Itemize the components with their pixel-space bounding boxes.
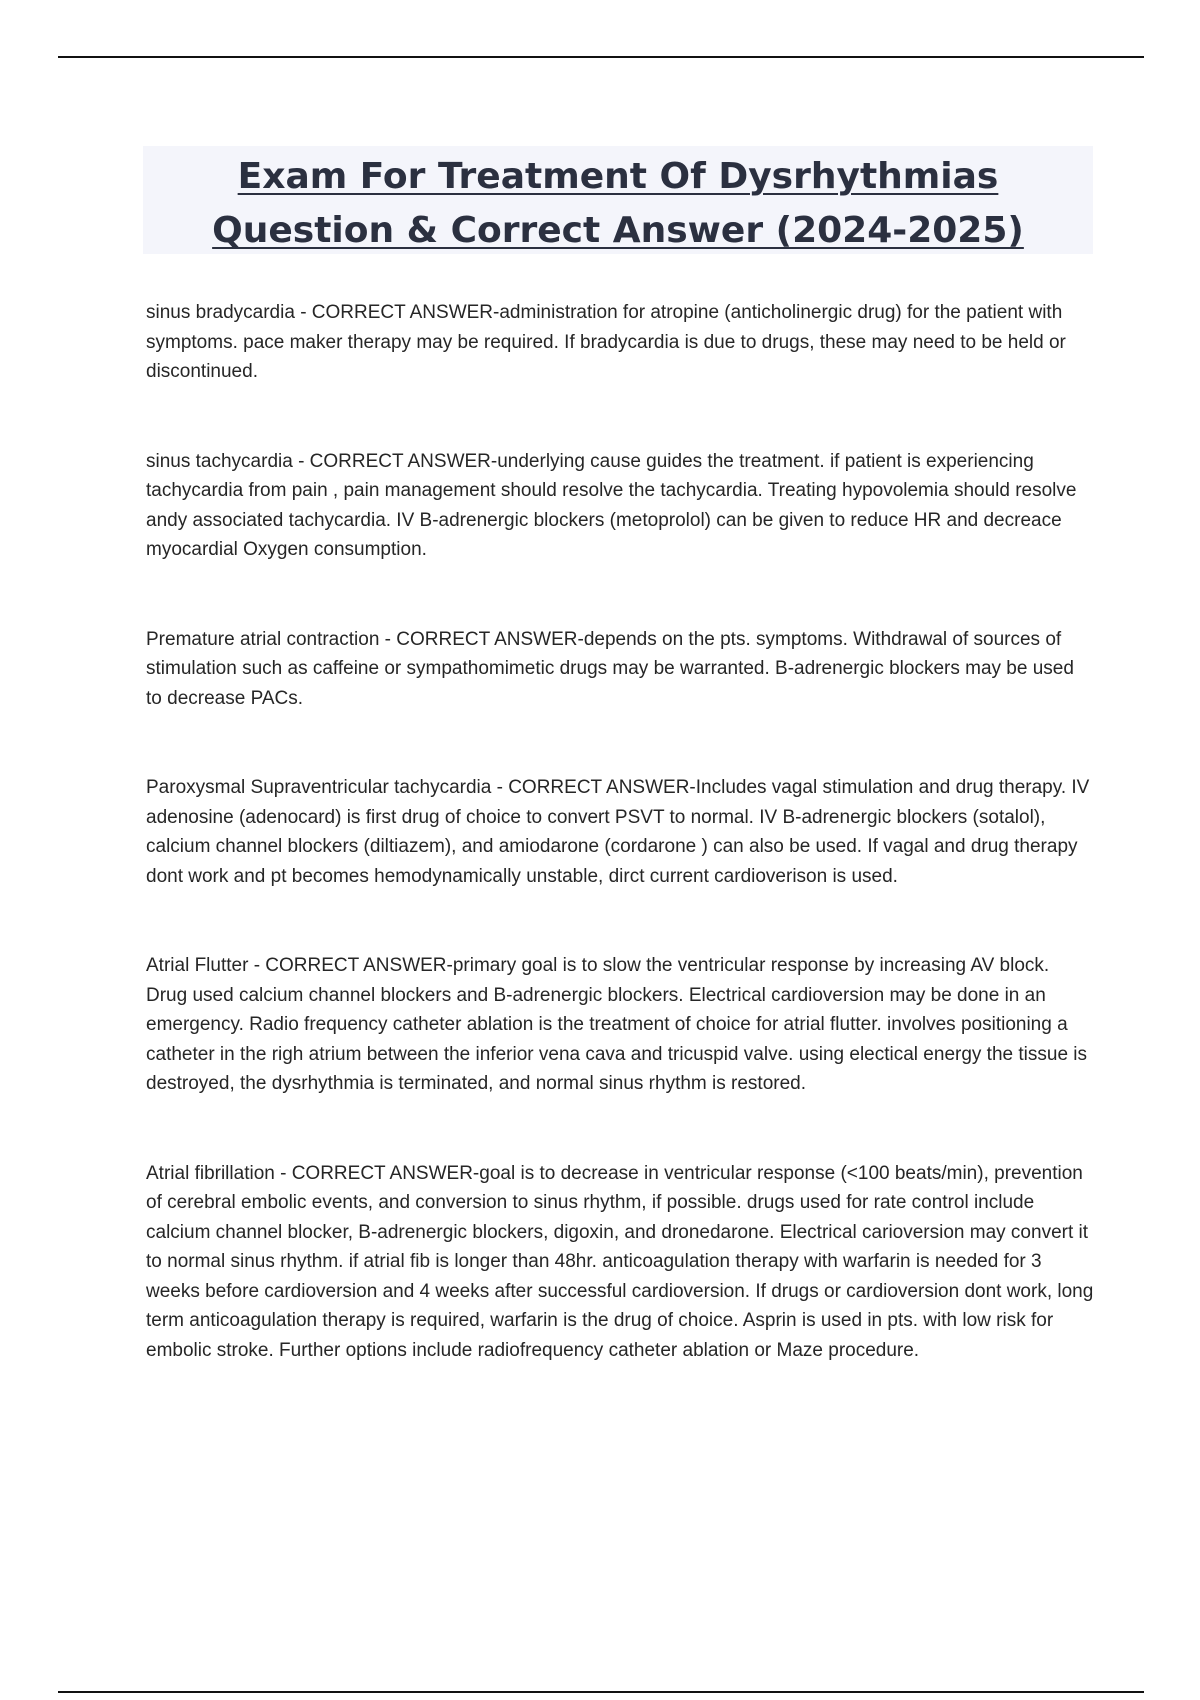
answer-text: primary goal is to slow the ventricular response by increasing AV block. Drug used calcium channel blockers and B-adrenergic blockers. Electrical cardioversion may be done in an emergency. Radio frequency catheter ablation is the treatment of choice for atrial flutter. involves positioning a catheter in the righ atrium between the inferior vena cava and tricuspid valve. using electical energy the tissue is destroyed, the dysrhythmia is terminated, and normal sinus rhythm is restored.	[146, 955, 1088, 1094]
answer-text: Includes vagal stimulation and drug therapy. IV adenosine (adenocard) is first drug of choice to convert PSVT to normal. IV B-adrenergic blockers (sotalol), calcium channel blockers (diltiazem), and amiodarone (cordarone ) can also be used. If vagal and drug therapy dont work and pt becomes hemodynamically unstable, dirct current cardioverison is used.	[146, 777, 1090, 887]
page-title: Exam For Treatment Of Dysrhythmias Question & Correct Answer (2024-2025)	[212, 156, 1024, 251]
question-term: Atrial Flutter	[146, 955, 249, 976]
question-term: sinus bradycardia	[146, 302, 295, 323]
qa-item	[146, 1159, 1094, 1366]
answer-separator: - CORRECT ANSWER-	[274, 1162, 480, 1184]
qa-item	[146, 773, 1094, 891]
qa-item	[146, 298, 1094, 387]
qa-item	[146, 625, 1094, 714]
answer-separator: - CORRECT ANSWER-	[248, 955, 453, 976]
answer-separator: - CORRECT ANSWER-	[491, 777, 696, 798]
answer-text: underlying cause guides the treatment. if patient is experiencing tachycardia from pain , pain management should resolve the tachycardia. Treating hypovolemia should resolve andy associated tachycardia. IV B-adrenergic blockers (metoprolol) can be given to reduce HR and decreace myocardial Oxygen consumption.	[146, 450, 1077, 560]
answer-text: administration for atropine (anticholinergic drug) for the patient with symptoms. pace maker therapy may be required. If bradycardia is due to drugs, these may need to be held or discontinued.	[146, 302, 1066, 382]
answer-separator: - CORRECT ANSWER-	[294, 302, 500, 323]
title-banner	[143, 146, 1093, 254]
qa-item	[146, 951, 1094, 1099]
answer-separator: - CORRECT ANSWER-	[292, 450, 498, 472]
question-term: Premature atrial contraction	[146, 628, 380, 650]
answer-text: depends on the pts. symptoms. Withdrawal of sources of stimulation such as caffeine or sympathomimetic drugs may be warranted. B-adrenergic blockers may be used to decrease PACs.	[146, 628, 1074, 709]
answer-separator: - CORRECT ANSWER-	[379, 628, 584, 650]
answer-text: goal is to decrease in ventricular response (<100 beats/min), prevention of cerebral embolic events, and conversion to sinus rhythm, if possible. drugs used for rate control include calcium channel blocker, B-adrenergic blockers, digoxin, and dronedarone. Electrical carioversion may convert it to normal sinus rhythm. if atrial fib is longer than 48hr. anticoagulation therapy with warfarin is needed for 3 weeks before cardioversion and 4 weeks after successful cardioversion. If drugs or cardioversion dont work, long term anticoagulation therapy is required, warfarin is the drug of choice. Asprin is used in pts. with low risk for embolic stroke. Further options include radiofrequency catheter ablation or Maze procedure.	[146, 1162, 1094, 1361]
question-term: Atrial fibrillation	[146, 1162, 275, 1184]
bottom-divider	[58, 1691, 1144, 1693]
question-term: Paroxysmal Supraventricular tachycardia	[146, 777, 492, 798]
qa-list	[146, 298, 1094, 1425]
question-term: sinus tachycardia	[146, 450, 293, 472]
qa-item	[146, 447, 1094, 565]
top-divider	[58, 56, 1144, 58]
